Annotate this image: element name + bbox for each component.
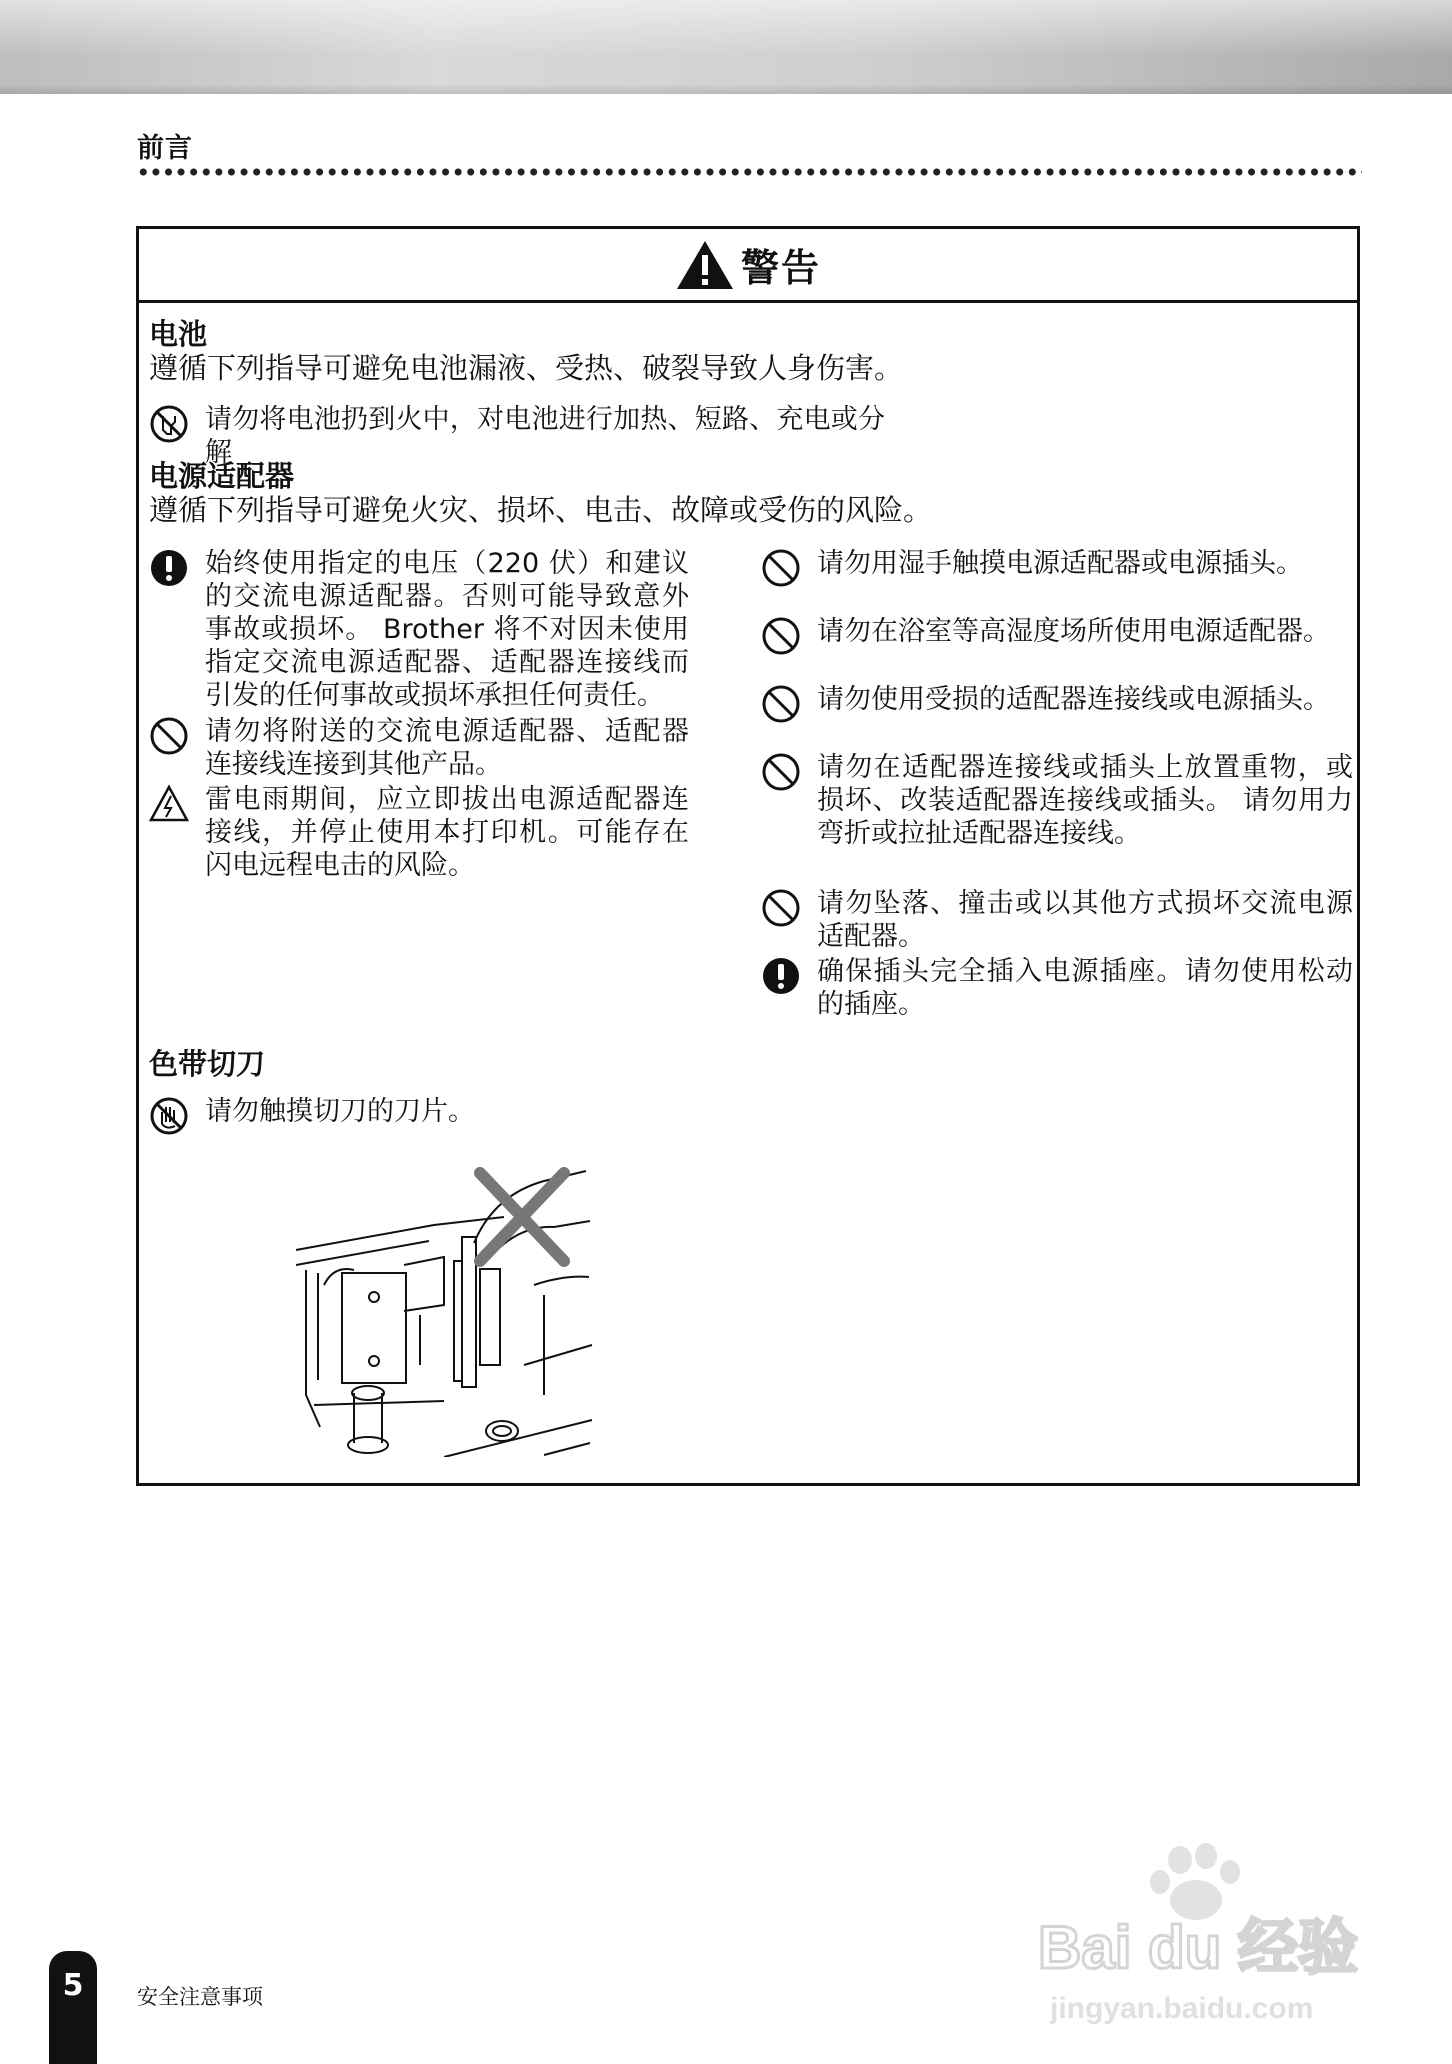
battery-heading: 电池 bbox=[149, 317, 208, 351]
list-item-text: 雷电雨期间，应立即拔出电源适配器连接线，并停止使用本打印机。可能存在闪电远程电击的风险。 bbox=[205, 784, 689, 881]
prohibited-icon bbox=[761, 888, 801, 928]
list-item-text: 请勿将附送的交流电源适配器、适配器连接线连接到其他产品。 bbox=[205, 716, 689, 780]
dotted-divider bbox=[137, 166, 1362, 178]
baidu-watermark bbox=[1030, 1840, 1370, 2040]
list-item-text: 请勿用湿手触摸电源适配器或电源插头。 bbox=[817, 548, 1303, 579]
list-item bbox=[761, 615, 1353, 681]
list-item bbox=[149, 783, 689, 882]
list-item-text: 请勿触摸切刀的刀片。 bbox=[205, 1096, 475, 1127]
footer-section-title: 安全注意事项 bbox=[137, 1985, 263, 2009]
list-item-text: 请勿将电池扔到火中，对电池进行加热、短路、充电或分解 bbox=[205, 404, 885, 468]
warning-header bbox=[139, 229, 1357, 303]
list-item-text: 请勿在浴室等高湿度场所使用电源适配器。 bbox=[817, 616, 1330, 647]
top-header-band bbox=[0, 0, 1452, 94]
list-item-text: 始终使用指定的电压（220 伏）和建议的交流电源适配器。否则可能导致意外事故或损坏。 Brother 将不对因未使用指定交流电源适配器、适配器连接线而引发的任何事故或损坏承担任何责任。 bbox=[205, 548, 689, 711]
prohibited-icon bbox=[761, 684, 801, 724]
electric-shock-icon bbox=[149, 784, 189, 824]
cutter-heading: 色带切刀 bbox=[149, 1047, 266, 1081]
prohibited-icon bbox=[761, 548, 801, 588]
list-item-text: 请勿在适配器连接线或插头上放置重物，或损坏、改装适配器连接线或插头。 请勿用力弯折或拉扯适配器连接线。 bbox=[817, 752, 1353, 849]
mandatory-icon bbox=[149, 548, 189, 588]
list-item bbox=[761, 955, 1353, 1021]
list-item bbox=[761, 887, 1353, 953]
prohibited-icon bbox=[761, 752, 801, 792]
watermark-url: jingyan.baidu.com bbox=[1050, 1992, 1314, 2025]
no-touch-icon bbox=[149, 1096, 189, 1136]
mandatory-icon bbox=[761, 956, 801, 996]
no-disassemble-icon bbox=[149, 404, 189, 444]
adapter-heading: 电源适配器 bbox=[149, 459, 295, 493]
warning-title: 警告 bbox=[740, 246, 821, 290]
battery-intro: 遵循下列指导可避免电池漏液、受热、破裂导致人身伤害。 bbox=[149, 351, 904, 385]
list-item-text: 请勿使用受损的适配器连接线或电源插头。 bbox=[817, 684, 1330, 715]
list-item bbox=[761, 683, 1353, 749]
section-title: 前言 bbox=[137, 133, 193, 164]
adapter-intro: 遵循下列指导可避免火灾、损坏、电击、故障或受伤的风险。 bbox=[149, 493, 933, 527]
list-item bbox=[149, 547, 689, 712]
list-item-text: 确保插头完全插入电源插座。请勿使用松动的插座。 bbox=[817, 956, 1353, 1020]
cutter-illustration bbox=[294, 1165, 594, 1457]
page-number: 5 bbox=[62, 1968, 84, 2003]
list-item-text: 请勿坠落、撞击或以其他方式损坏交流电源适配器。 bbox=[817, 888, 1353, 952]
watermark-brand: Bai du 经验 bbox=[1038, 1914, 1359, 1981]
list-item bbox=[761, 547, 1353, 613]
prohibited-icon bbox=[149, 716, 189, 756]
list-item bbox=[149, 715, 689, 781]
prohibited-icon bbox=[761, 616, 801, 656]
list-item bbox=[761, 751, 1353, 883]
warning-triangle-icon bbox=[675, 239, 735, 291]
